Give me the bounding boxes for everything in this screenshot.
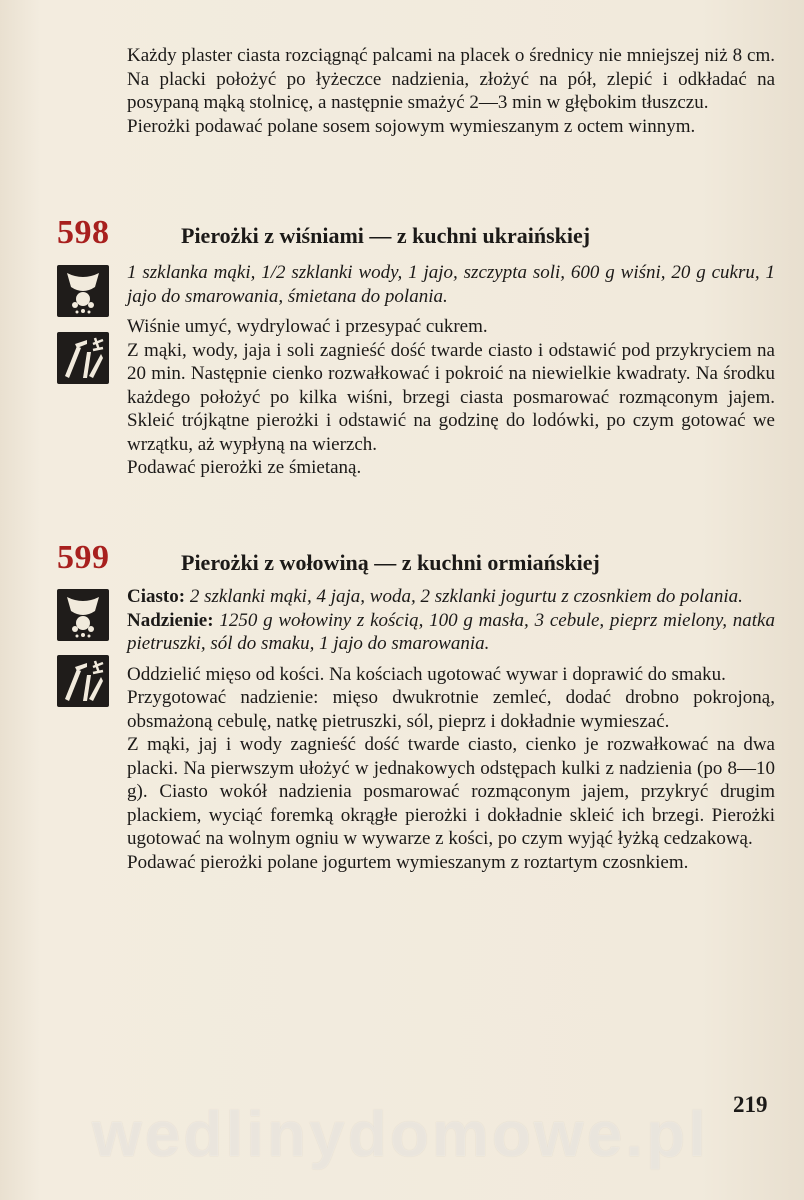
recipe-body <box>127 261 775 480</box>
recipe-title: Pierożki z wołowiną — z kuchni ormiańskiej <box>181 550 600 575</box>
dough-ingredients <box>127 585 775 609</box>
preparation-tools-icon <box>57 655 109 707</box>
instruction-step: Z mąki, wody, jaja i soli zagnieść dość twarde ciasto i odstawić pod przykryciem na 20 min. Następnie cienko rozwałkować i pokroić na niewielkie kwadraty. Na środku każdego położyć po kilka wiśni, brzegi ciasta posmarować rozmąconym jajem. Skleić trójkątne pierożki i odstawić na godzinę do lodówki, po czym gotować we wrzątku, aż wypłyną na wierzch. <box>127 339 775 455</box>
page-number: 219 <box>733 1092 768 1117</box>
instruction-step: Wiśnie umyć, wydrylować i przesypać cukrem. <box>127 316 488 337</box>
recipe-body <box>127 585 775 874</box>
instruction-step: Z mąki, jaj i wody zagnieść dość twarde ciasto, cienko je rozwałkować na dwa placki. Na pierwszym ułożyć w jednakowych odstępach kulki z nadzienia (po 8—10 g). Ciasto wokół nadzienia posmarować rozmąconym jajem, przykryć drugim plackiem, wyciąć foremką okrągłe pierożki i dokładnie skleić ich brzegi. Pierożki ugotować na wolnym ogniu w wywarze z kości, po czym wyjąć łyżką cedzakową. <box>127 734 775 849</box>
recipe-title: Pierożki z wiśniami — z kuchni ukraińskiej <box>181 223 591 248</box>
intro-paragraph: Każdy plaster ciasta rozciągnąć palcami na placek o średnicy nie mniejszej niż 8 cm. Na placki położyć po łyżeczce nadzienia, złożyć na pół, zlepić i odkładać na posypaną mąką stolnicę, a następnie smażyć 2—3 min w głębokim tłuszczu. <box>127 45 775 113</box>
filling-label: Nadzienie: <box>127 609 214 631</box>
instruction-step: Przygotować nadzienie: mięso dwukrotnie zemleć, dodać drobno pokrojoną, obsmażoną cebulę, natkę pietruszki, sól, pieprz i dokładnie wymieszać. <box>127 687 775 732</box>
recipe-number: 599 <box>57 539 110 576</box>
intro-paragraph: Pierożki podawać polane sosem sojowym wymieszanym z octem winnym. <box>127 115 696 137</box>
instruction-step: Oddzielić mięso od kości. Na kościach ugotować wywar i doprawić do smaku. <box>127 663 726 685</box>
instruction-step: Podawać pierożki polane jogurtem wymieszanym z roztartym czosnkiem. <box>127 851 689 873</box>
recipe-number: 598 <box>57 214 110 251</box>
intro-text <box>127 44 775 138</box>
filling-list: 1250 g wołowiny z kością, 100 g masła, 3 cebule, pieprz mielony, natka pietruszki, sól do smaku, 1 jajo do smarowania. <box>127 609 775 654</box>
watermark: wedlinydomowe.pl <box>92 1098 709 1170</box>
ingredients-list: 1 szklanka mąki, 1/2 szklanki wody, 1 jajo, szczypta soli, 600 g wiśni, 20 g cukru, 1 jajo do smarowania, śmietana do polania. <box>127 262 775 307</box>
ingredients-bowl-icon <box>57 589 109 641</box>
preparation-tools-icon <box>57 332 109 384</box>
dough-label: Ciasto: <box>127 586 186 607</box>
instruction-step: Podawać pierożki ze śmietaną. <box>127 457 362 478</box>
ingredients-bowl-icon <box>57 265 109 317</box>
dough-list: 2 szklanki mąki, 4 jaja, woda, 2 szklanki jogurtu z czosnkiem do polania. <box>189 586 743 607</box>
filling-ingredients <box>127 609 775 656</box>
